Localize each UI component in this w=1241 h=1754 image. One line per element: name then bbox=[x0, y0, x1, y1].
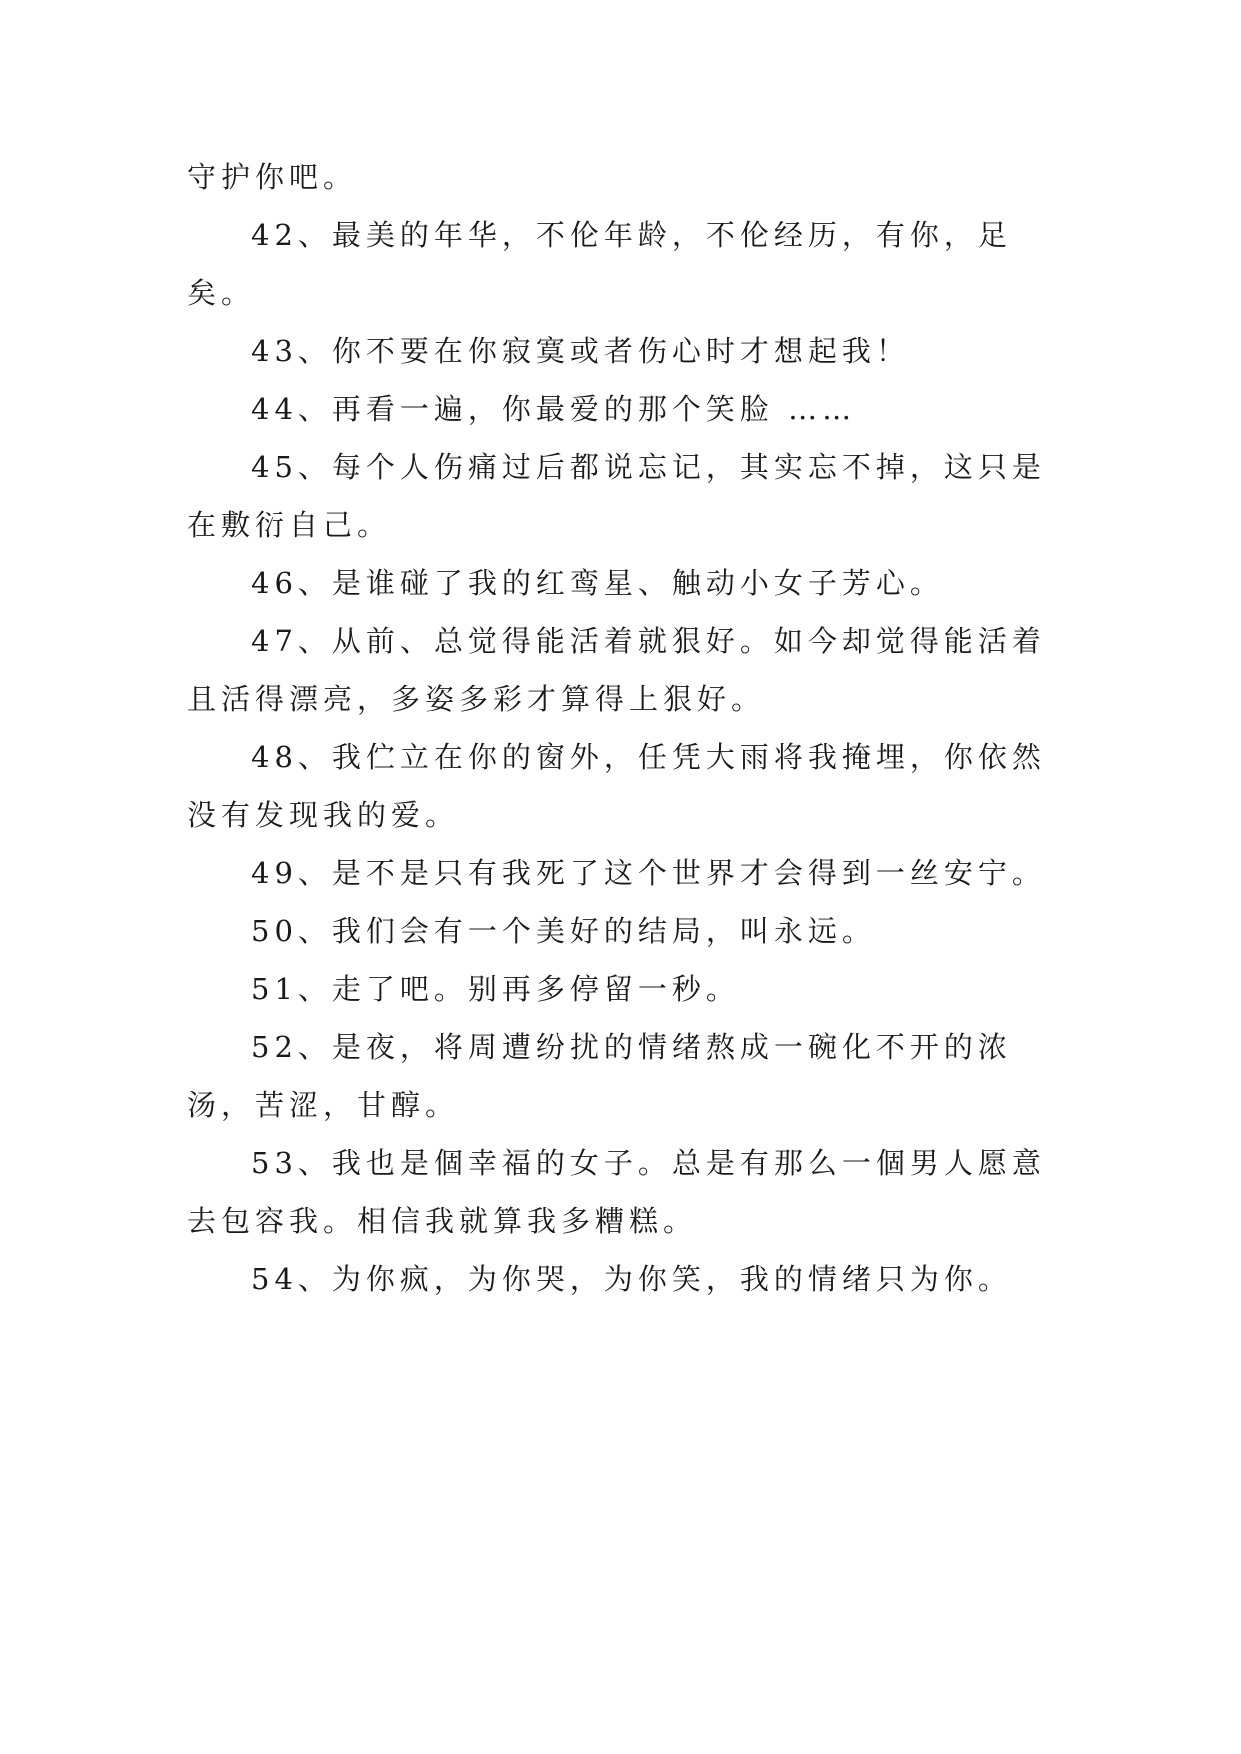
paragraph: 守护你吧。 bbox=[187, 160, 358, 194]
paragraph: 51、走了吧。别再多停留一秒。 bbox=[251, 972, 740, 1006]
paragraph: 47、从前、总觉得能活着就狠好。如今却觉得能活着且活得漂亮，多姿多彩才算得上狠好。 bbox=[187, 624, 1046, 716]
paragraph: 53、我也是個幸福的女子。总是有那么一個男人愿意去包容我。相信我就算我多糟糕。 bbox=[187, 1146, 1046, 1238]
paragraph: 49、是不是只有我死了这个世界才会得到一丝安宁。 bbox=[251, 856, 1046, 890]
document-body bbox=[187, 148, 1067, 1308]
paragraph: 54、为你疯，为你哭，为你笑，我的情绪只为你。 bbox=[251, 1262, 1012, 1296]
paragraph: 42、最美的年华，不伦年龄，不伦经历，有你，足矣。 bbox=[187, 218, 1012, 310]
paragraph: 48、我伫立在你的窗外，任凭大雨将我掩埋，你依然没有发现我的爱。 bbox=[187, 740, 1046, 832]
paragraph: 50、我们会有一个美好的结局，叫永远。 bbox=[251, 914, 876, 948]
paragraph: 43、你不要在你寂寞或者伤心时才想起我！ bbox=[251, 334, 910, 368]
paragraph: 52、是夜，将周遭纷扰的情绪熬成一碗化不开的浓汤，苦涩，甘醇。 bbox=[187, 1030, 1012, 1122]
paragraph: 45、每个人伤痛过后都说忘记，其实忘不掉，这只是在敷衍自己。 bbox=[187, 450, 1046, 542]
paragraph: 46、是谁碰了我的红鸾星、触动小女子芳心。 bbox=[251, 566, 944, 600]
paragraph: 44、再看一遍，你最爱的那个笑脸 …… bbox=[251, 392, 857, 426]
